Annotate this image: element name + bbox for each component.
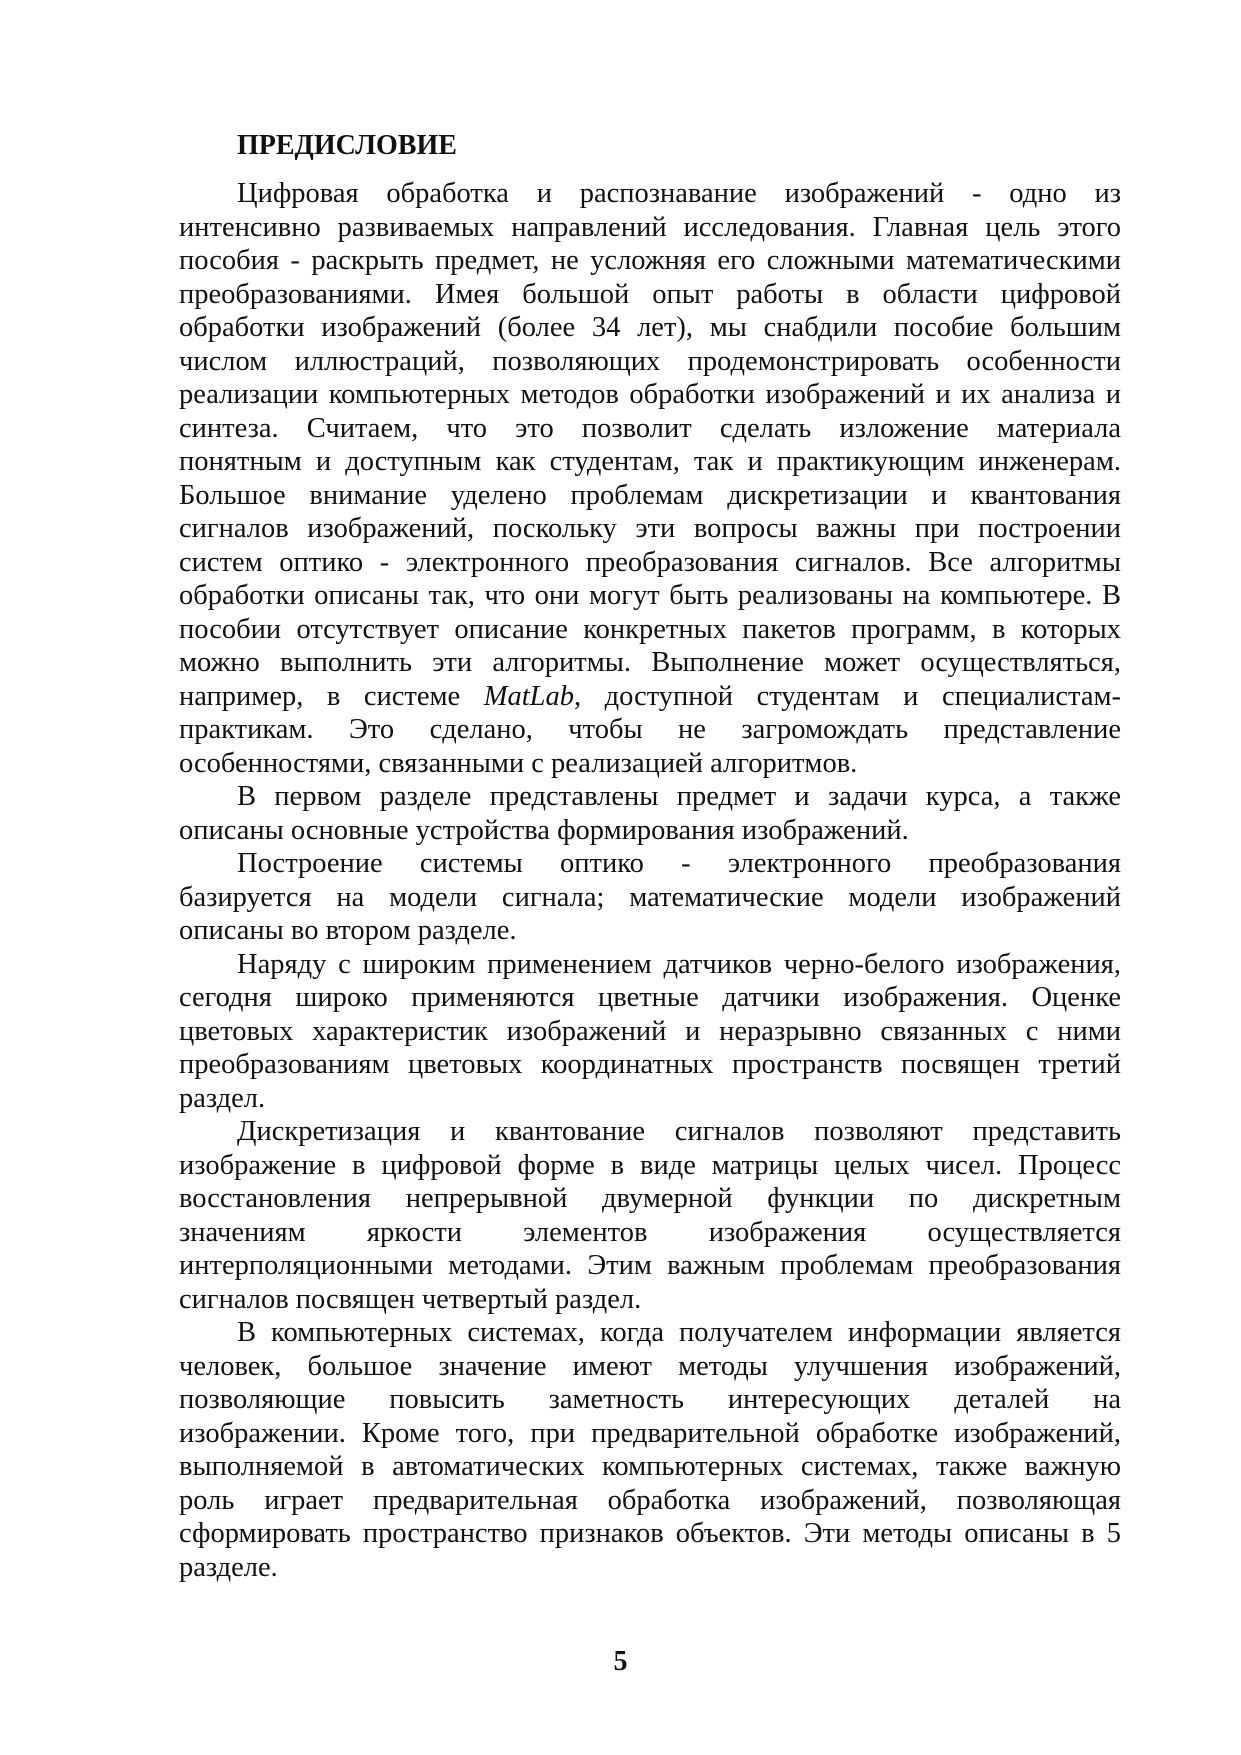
text-line: В компьютерных системах, когда получателем информации является bbox=[237, 1317, 1121, 1348]
body-text bbox=[179, 177, 1121, 1584]
text-line: числом иллюстраций, позволяющих продемонстрировать особенности bbox=[179, 345, 1121, 377]
text-line: выполняемой в автоматических компьютерных системах, также важную bbox=[179, 1451, 1121, 1482]
text-line: изображение в цифровой форме в виде матрицы целых чисел. Процесс bbox=[179, 1149, 1121, 1181]
text-line: особенностями, связанными с реализацией алгоритмов. bbox=[179, 747, 858, 779]
text-line: значениям яркости элементов изображения осуществляется bbox=[179, 1216, 1121, 1248]
text-line: интенсивно развиваемых направлений исследования. Главная цель этого bbox=[179, 211, 1121, 243]
text-line: Цифровая обработка и распознавание изображений - одно из bbox=[237, 178, 1121, 209]
text-line: можно выполнить эти алгоритмы. Выполнение может осуществляться, bbox=[179, 647, 1121, 678]
text-line: обработки изображений (более 34 лет), мы снабдили пособие большим bbox=[179, 312, 1121, 343]
text-line: роль играет предварительная обработка изображений, позволяющая bbox=[179, 1484, 1121, 1516]
text-line: сигналов посвящен четвертый раздел. bbox=[179, 1283, 642, 1315]
page-number: 5 bbox=[613, 1646, 628, 1677]
paragraph bbox=[179, 847, 1121, 948]
text-line: разделе. bbox=[179, 1551, 278, 1583]
text-line: реализации компьютерных методов обработки изображений и их анализа и bbox=[179, 379, 1121, 410]
text-line: восстановления непрерывной двумерной функции по дискретным bbox=[179, 1183, 1121, 1214]
text-line: описаны основные устройства формирования изображений. bbox=[179, 814, 909, 846]
paragraph bbox=[179, 1115, 1121, 1316]
text-line: человек, большое значение имеют методы улучшения изображений, bbox=[179, 1350, 1121, 1382]
text-line: Дискретизация и квантование сигналов позволяют представить bbox=[237, 1116, 1121, 1147]
text-line: раздел. bbox=[179, 1082, 266, 1114]
text-line: систем оптико - электронного преобразования сигналов. Все алгоритмы bbox=[179, 546, 1121, 578]
text-line: Построение системы оптико - электронного преобразования bbox=[237, 848, 1121, 879]
text-line: базируется на модели сигнала; математические модели изображений bbox=[179, 881, 1121, 913]
text-line: позволяющие повысить заметность интересующих деталей на bbox=[179, 1384, 1121, 1415]
text-line: преобразованиям цветовых координатных пространств посвящен третий bbox=[179, 1049, 1121, 1080]
text-line: понятным и доступным как студентам, так и практикующим инженерам. bbox=[179, 446, 1121, 477]
paragraph bbox=[179, 177, 1121, 780]
text-line: описаны во втором разделе. bbox=[179, 915, 517, 946]
text-line: практикам. Это сделано, чтобы не загромождать представление bbox=[179, 714, 1121, 745]
text-line: пособия - раскрыть предмет, не усложняя его сложными математическими bbox=[179, 245, 1121, 276]
text-segment: , доступной студентам и специалистам- bbox=[573, 680, 1122, 712]
text-line: изображении. Кроме того, при предварительной обработке изображений, bbox=[179, 1417, 1121, 1449]
text-line: сигналов изображений, поскольку эти вопросы важны при построении bbox=[179, 513, 1121, 544]
section-heading: ПРЕДИСЛОВИЕ bbox=[237, 130, 457, 161]
text-line: сегодня широко применяются цветные датчики изображения. Оценке bbox=[179, 982, 1121, 1013]
text-line: синтеза. Считаем, что это позволит сделать изложение материала bbox=[179, 412, 1121, 444]
paragraph bbox=[179, 948, 1121, 1116]
paragraph bbox=[179, 780, 1121, 847]
text-line: Большое внимание уделено проблемам дискретизации и квантования bbox=[179, 479, 1121, 511]
text-segment: например, в системе bbox=[179, 680, 484, 712]
text-line: обработки описаны так, что они могут быть реализованы на компьютере. В bbox=[179, 580, 1121, 611]
paragraph bbox=[179, 1316, 1121, 1584]
text-line: преобразованиями. Имея большой опыт работы в области цифровой bbox=[179, 278, 1121, 310]
text-line: сформировать пространство признаков объектов. Эти методы описаны в 5 bbox=[179, 1518, 1121, 1549]
text-line: Наряду с широким применением датчиков черно-белого изображения, bbox=[237, 948, 1121, 980]
italic-term: MatLab bbox=[483, 680, 574, 712]
text-line: В первом разделе представлены предмет и задачи курса, а также bbox=[237, 781, 1121, 812]
text-line: интерполяционными методами. Этим важным проблемам преобразования bbox=[179, 1250, 1121, 1281]
text-line: пособии отсутствует описание конкретных пакетов программ, в которых bbox=[179, 613, 1121, 645]
text-line bbox=[179, 680, 1121, 714]
text-line: цветовых характеристик изображений и неразрывно связанных с ними bbox=[179, 1015, 1121, 1047]
